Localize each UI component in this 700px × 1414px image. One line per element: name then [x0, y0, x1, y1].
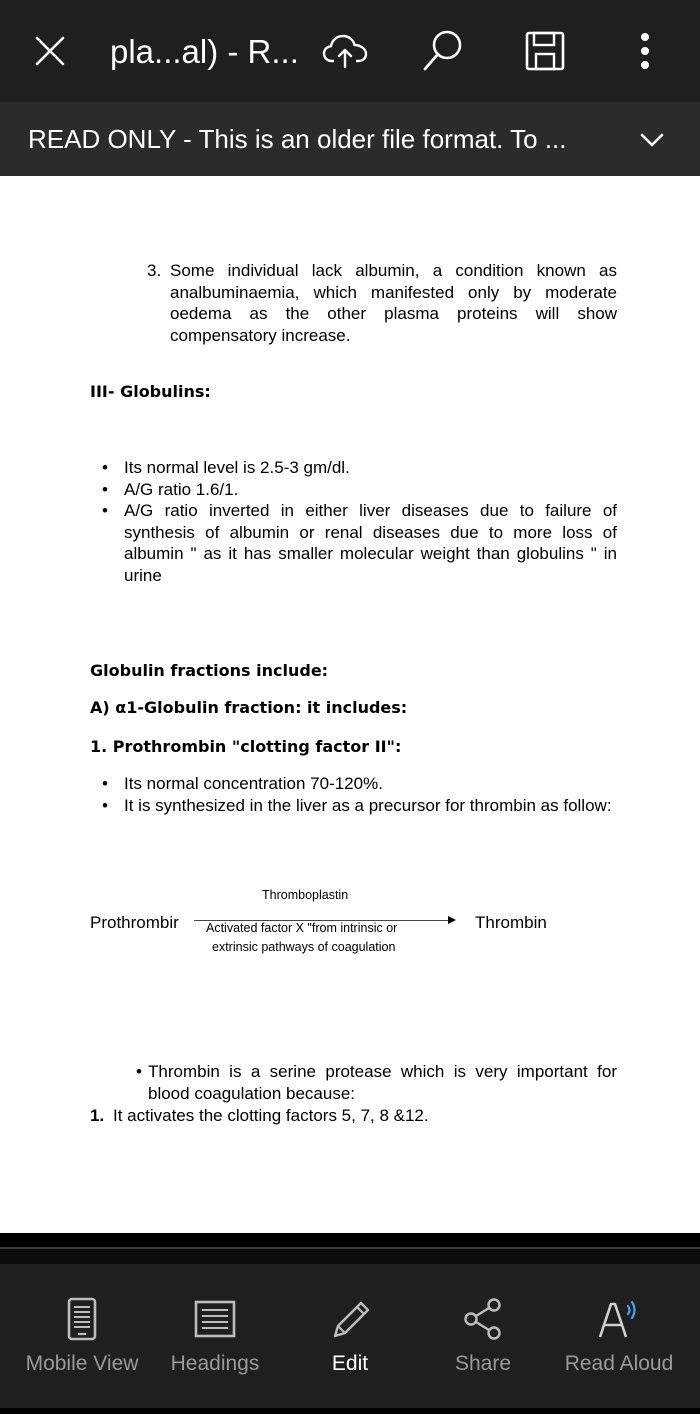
diagram-label-activated-factor: Activated factor X "from intrinsic or: [206, 921, 398, 935]
point-text: It activates the clotting factors 5, 7, 8 &12.: [113, 1106, 429, 1125]
chevron-down-icon[interactable]: [636, 124, 668, 156]
list-item: • A/G ratio 1.6/1.: [90, 479, 617, 501]
diagram-label-thrombin: Thrombin: [475, 913, 547, 932]
read-aloud-button[interactable]: [552, 1264, 686, 1408]
mobile-view-label: Mobile View: [25, 1352, 139, 1375]
mobile-view-icon: [59, 1296, 105, 1342]
prothrombin-bullet-list: [90, 773, 617, 816]
read-only-message: READ ONLY - This is an older file format. To ...: [28, 124, 567, 154]
read-aloud-label: Read Aloud: [564, 1352, 674, 1375]
share-icon: [460, 1296, 506, 1342]
edit-button[interactable]: [290, 1264, 410, 1408]
diagram-label-pathways: extrinsic pathways of coagulation: [212, 940, 396, 954]
read-only-banner[interactable]: [0, 102, 700, 176]
bullet-glyph: •: [136, 1062, 142, 1081]
share-label: Share: [454, 1352, 512, 1375]
close-icon[interactable]: [27, 28, 73, 74]
bottom-toolbar: [0, 1264, 700, 1408]
read-aloud-icon: [596, 1296, 642, 1342]
page-bottom-edge: [0, 1233, 700, 1247]
headings-icon: [192, 1296, 238, 1342]
list-item: • It is synthesized in the liver as a precursor for thrombin as follow:: [90, 795, 617, 817]
pencil-icon: [327, 1296, 373, 1342]
headings-label: Headings: [170, 1352, 260, 1375]
app-top-bar: [0, 0, 700, 102]
edit-label: Edit: [331, 1352, 369, 1375]
list-item-text: Some individual lack albumin, a condition known as analbuminaemia, which manifested only by moderate oedema as the other plasma proteins will show compensatory increase.: [170, 261, 617, 345]
mobile-view-button[interactable]: [14, 1264, 150, 1408]
section-heading-alpha1: A) α1-Globulin fraction: it includes:: [90, 698, 408, 717]
section-heading-prothrombin: 1. Prothrombin "clotting factor II":: [90, 737, 402, 756]
point-number: 1.: [90, 1106, 105, 1125]
save-icon[interactable]: [522, 28, 568, 74]
document-page: [0, 176, 700, 1233]
list-item: • Its normal level is 2.5-3 gm/dl.: [90, 457, 617, 479]
document-title: pla...al) - R...: [110, 33, 299, 70]
section-heading-globulins: III- Globulins:: [90, 382, 211, 401]
globulins-bullet-list: [90, 457, 617, 586]
share-button[interactable]: [420, 1264, 546, 1408]
arrow-right-icon: [448, 916, 456, 924]
search-icon[interactable]: [420, 28, 466, 74]
headings-button[interactable]: [150, 1264, 280, 1408]
list-item: • A/G ratio inverted in either liver diseases due to failure of synthesis of albumin or renal diseases due to more loss of albumin " as it has smaller molecular weight than globulins " in urine: [90, 500, 617, 586]
section-heading-fractions: Globulin fractions include:: [90, 661, 329, 680]
diagram-label-thromboplastin: Thromboplastin: [262, 888, 349, 902]
more-vertical-icon[interactable]: [622, 28, 668, 74]
diagram-label-prothrombin: Prothrombir: [90, 913, 179, 932]
toolbar-divider: [0, 1247, 700, 1264]
thrombin-bullet-text: Thrombin is a serine protease which is very important for blood coagulation because:: [148, 1062, 617, 1103]
screen-bottom-edge: [0, 1408, 700, 1414]
list-item: • Its normal concentration 70-120%.: [90, 773, 617, 795]
cloud-upload-icon[interactable]: [322, 28, 368, 74]
list-number: 3.: [147, 261, 162, 280]
